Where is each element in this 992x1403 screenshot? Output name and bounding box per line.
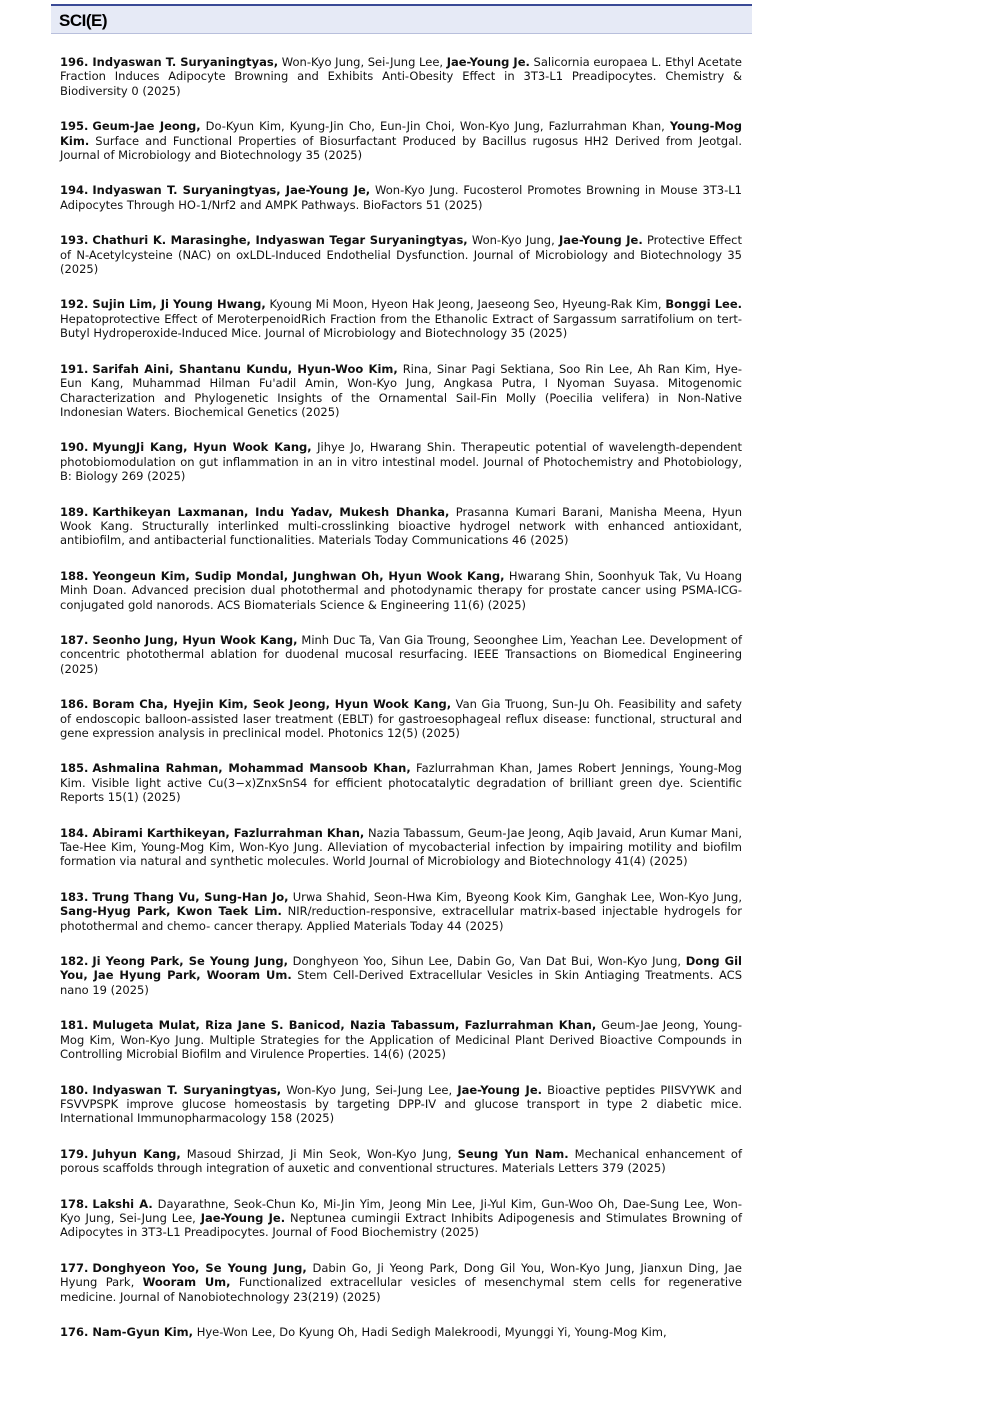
publication-text: Kyoung Mi Moon, Hyeon Hak Jeong, Jaeseong Seo, Hyeung-Rak Kim, [265,297,666,312]
lead-authors: Indyaswan T. Suryaningtyas, [92,1082,282,1097]
publication-text: Urwa Shahid, Seon-Hwa Kim, Byeong Kook Kim, Ganghak Lee, Won-Kyo Jung, [288,889,742,904]
lead-authors: Chathuri K. Marasinghe, Indyaswan Tegar Suryaningtyas, [92,233,468,248]
publication-entry [60,1018,742,1061]
corresponding-authors: Jae-Young Je. [457,1082,542,1097]
publication-text: Won-Kyo Jung, Sei-Jung Lee, [278,55,447,69]
corresponding-authors: Wooram Um, [142,1275,231,1290]
publication-number: 184. [60,825,89,840]
lead-authors: Ashmalina Rahman, Mohammad Mansoob Khan, [92,761,411,776]
lead-authors: MyungJi Kang, Hyun Wook Kang, [92,440,312,455]
lead-authors: Trung Thang Vu, Sung-Han Jo, [92,889,289,904]
lead-authors: Nam-Gyun Kim, [92,1324,194,1339]
publication-text: Van Gia Truong, Sun-Ju Oh. Feasibility and safety of endoscopic balloon-assisted laser treatment (EBLT) for gastroesophageal reflux disease: functional, structural and gene expression analysis in preclinical model. Photonics 12(5) (2025) [60,697,742,740]
publication-entry [60,233,742,276]
lead-authors: Sarifah Aini, Shantanu Kundu, Hyun-Woo Kim, [92,361,398,376]
publication-number: 189. [60,504,89,519]
lead-authors: Sujin Lim, Ji Young Hwang, [92,297,266,312]
publication-text: Donghyeon Yoo, Sihun Lee, Dabin Go, Van Dat Bui, Won-Kyo Jung, [287,954,686,969]
publication-text: Hwarang Shin, Soonhyuk Tak, Vu Hoang Minh Doan. Advanced precision dual photothermal and photodynamic therapy for prostate cancer using PSMA-ICG-conjugated gold nanorods. ACS Biomaterials Science & Engineering 11(6) (2025) [60,568,742,612]
publication-citation: Mechanical enhancement of porous scaffolds through integration of auxetic and conventional structures. Materials Letters 379 (2025) [60,1146,742,1176]
publication-entry [60,826,742,869]
lead-authors: Indyaswan T. Suryaningtyas, [92,55,279,69]
publication-number: 187. [60,632,89,647]
publication-entry [60,697,742,740]
publication-text: Masoud Shirzad, Ji Min Seok, Won-Kyo Jung, [180,1146,458,1161]
corresponding-authors: Jae-Young Je. [558,233,643,248]
publication-number: 180. [60,1082,89,1097]
lead-authors: Donghyeon Yoo, Se Young Jung, [92,1260,307,1275]
publication-number: 188. [60,568,89,583]
publication-entry [60,55,742,98]
publication-number: 176. [60,1324,89,1339]
publication-text: Dayarathne, Seok-Chun Ko, Mi-Jin Yim, Jeong Min Lee, Ji-Yul Kim, Gun-Woo Oh, Dae-Sung Lee, Won-Kyo Jung, Sei-Jung Lee, [60,1196,742,1225]
corresponding-authors: Young-Mog Kim. [60,119,742,148]
publication-list [60,55,742,1360]
publication-entry [60,362,742,420]
publication-text: Geum-Jae Jeong, Young-Mog Kim, Won-Kyo Jung. Multiple Strategies for the Application of Medicinal Plant Derived Bioactive Compounds in Controlling Microbial Biofilm and Virulence Properties. 14(6) (2025) [60,1018,743,1062]
publication-number: 195. [60,119,89,134]
publication-number: 186. [60,697,89,712]
publication-entry [60,1197,742,1240]
publication-citation: Surface and Functional Properties of Biosurfactant Produced by Bacillus rugosus HH2 Derived from Jeotgal. Journal of Microbiology and Biotechnology 35 (2025) [60,133,742,163]
publication-citation: Protective Effect of N-Acetylcysteine (NAC) on oxLDL-Induced Endothelial Dysfunction. Journal of Microbiology and Biotechnology 35 (2025) [60,233,743,277]
publication-number: 193. [60,233,89,248]
publication-number: 181. [60,1018,89,1033]
lead-authors: Indyaswan T. Suryaningtyas, Jae-Young Je, [92,183,371,198]
corresponding-authors: Seung Yun Nam. [457,1146,569,1161]
lead-authors: Lakshi A. [92,1196,153,1211]
publication-citation: Neptunea cumingii Extract Inhibits Adipogenesis and Stimulates Browning of Adipocytes in 3T3-L1 Preadipocytes. Journal of Food Biochemistry (2025) [60,1210,742,1240]
publication-citation: Salicornia europaea L. Ethyl Acetate Fraction Induces Adipocyte Browning and Exhibits Anti-Obesity Effect in 3T3-L1 Preadipocytes. Chemistry & Biodiversity 0 (2025) [60,55,742,98]
publication-text: Won-Kyo Jung, Sei-Jung Lee, [281,1082,458,1097]
corresponding-authors: Jae-Young Je. [446,55,530,69]
publication-citation: NIR/reduction-responsive, extracellular matrix-based injectable hydrogels for photothermal and chemo- cancer therapy. Applied Materials Today 44 (2025) [60,904,743,933]
publication-citation: Bioactive peptides PIISVYWK and FSVVPSPK improve glucose homeostasis by targeting DPP-IV and glucose transport in type 2 diabetic mice. International Immunopharmacology 158 (2025) [60,1082,742,1126]
publication-entry [60,890,742,933]
publication-text: Hye-Won Lee, Do Kyung Oh, Hadi Sedigh Malekroodi, Myunggi Yi, Young-Mog Kim, [193,1324,667,1339]
publication-entry [60,1147,742,1176]
publication-entry [60,119,742,162]
publication-entry [60,297,742,340]
publication-entry [60,440,742,483]
publication-text: Do-Kyun Kim, Kyung-Jin Cho, Eun-Jin Choi, Won-Kyo Jung, Fazlurrahman Khan, [200,119,670,134]
publication-entry [60,183,742,212]
lead-authors: Mulugeta Mulat, Riza Jane S. Banicod, Nazia Tabassum, Fazlurrahman Khan, [92,1018,597,1033]
publication-entry [60,505,742,548]
publication-entry [60,761,742,804]
publication-number: 185. [60,761,89,776]
publication-citation: Functionalized extracellular vesicles of mesenchymal stem cells for regenerative medicine. Journal of Nanobiotechnology 23(219) (2025) [60,1275,742,1304]
publication-text: Prasanna Kumari Barani, Manisha Meena, Hyun Wook Kang. Structurally interlinked multi-crosslinking bioactive hydrogel network with enhanced antioxidant, antibiofilm, and antibacterial functionalities. Materials Today Communications 46 (2025) [60,504,742,548]
publication-entry [60,1325,742,1339]
publication-number: 191. [60,361,89,376]
publication-number: 178. [60,1196,89,1211]
lead-authors: Boram Cha, Hyejin Kim, Seok Jeong, Hyun Wook Kang, [92,697,452,712]
lead-authors: Juhyun Kang, [92,1146,181,1161]
publication-entry [60,633,742,676]
corresponding-authors: Sang-Hyug Park, Kwon Taek Lim. [60,904,282,919]
section-title: SCI(E) [59,11,107,30]
corresponding-authors: Bonggi Lee. [665,297,742,312]
lead-authors: Seonho Jung, Hyun Wook Kang, [92,632,298,647]
lead-authors: Abirami Karthikeyan, Fazlurrahman Khan, [92,825,365,840]
section-header [51,4,752,34]
publication-number: 183. [60,889,89,904]
publication-number: 194. [60,183,89,198]
publication-text: Dabin Go, Ji Yeong Park, Dong Gil You, Won-Kyo Jung, Jianxun Ding, Jae Hyung Park, [60,1260,742,1290]
publication-text: Jihye Jo, Hwarang Shin. Therapeutic potential of wavelength-dependent photobiomodulation on gut inflammation in an in vitro intestinal model. Journal of Photochemistry and Photobiology, B: Biology 269 (2025) [60,440,742,484]
lead-authors: Karthikeyan Laxmanan, Indu Yadav, Mukesh Dhanka, [92,504,450,519]
publication-number: 192. [60,297,89,312]
publication-number: 179. [60,1146,89,1161]
lead-authors: Geum-Jae Jeong, [92,119,201,134]
publication-entry [60,569,742,612]
publication-number: 177. [60,1260,89,1275]
publication-citation: Stem Cell-Derived Extracellular Vesicles in Skin Antiaging Treatments. ACS nano 19 (2025) [60,968,743,997]
publication-entry [60,954,742,997]
publication-text: Fazlurrahman Khan, James Robert Jennings, Young-Mog Kim. Visible light active Cu(3−x)ZnxSnS4 for efficient photocatalytic degradation of brilliant green dye. Scientific Reports 15(1) (2025) [60,761,742,805]
corresponding-authors: Jae-Young Je. [200,1210,286,1225]
publication-text: Won-Kyo Jung, [467,233,559,248]
publication-number: 182. [60,954,89,969]
lead-authors: Ji Yeong Park, Se Young Jung, [92,954,288,969]
publication-number: 196. [60,55,89,69]
corresponding-authors: Dong Gil You, Jae Hyung Park, Wooram Um. [60,954,742,983]
publication-number: 190. [60,440,89,455]
publication-text: Won-Kyo Jung. Fucosterol Promotes Browning in Mouse 3T3-L1 Adipocytes Through HO-1/Nrf2 and AMPK Pathways. BioFactors 51 (2025) [60,183,742,212]
lead-authors: Yeongeun Kim, Sudip Mondal, Junghwan Oh, Hyun Wook Kang, [92,568,505,583]
publication-text: Nazia Tabassum, Geum-Jae Jeong, Aqib Javaid, Arun Kumar Mani, Tae-Hee Kim, Young-Mog Kim, Won-Kyo Jung. Alleviation of mycobacterial infection by impairing motility and biofilm formation via natural and synthetic molecules. World Journal of Microbiology and Biotechnology 41(4) (2025) [60,825,742,869]
publication-text: Minh Duc Ta, Van Gia Troung, Seoonghee Lim, Yeachan Lee. Development of concentric photothermal ablation for duodenal mucosal resurfacing. IEEE Transactions on Biomedical Engineering (2025) [60,632,742,676]
publication-citation: Hepatoprotective Effect of MeroterpenoidRich Fraction from the Ethanolic Extract of Sargassum sarratifolium on tert-Butyl Hydroperoxide-Induced Mice. Journal of Microbiology and Biotechnology 35 (2025) [60,311,742,341]
publication-entry [60,1261,742,1304]
publication-text: Rina, Sinar Pagi Sektiana, Soo Rin Lee, Ah Ran Kim, Hye-Eun Kang, Muhammad Hilman Fu'adil Amin, Won-Kyo Jung, Angkasa Putra, I Nyoman Suyasa. Mitogenomic Characterization and Phylogenetic Insights of the Ornamental Sail-Fin Molly (Poecilia velifera) in Non-Native Indonesian Waters. Biochemical Genetics (2025) [60,361,742,419]
publication-entry [60,1083,742,1126]
